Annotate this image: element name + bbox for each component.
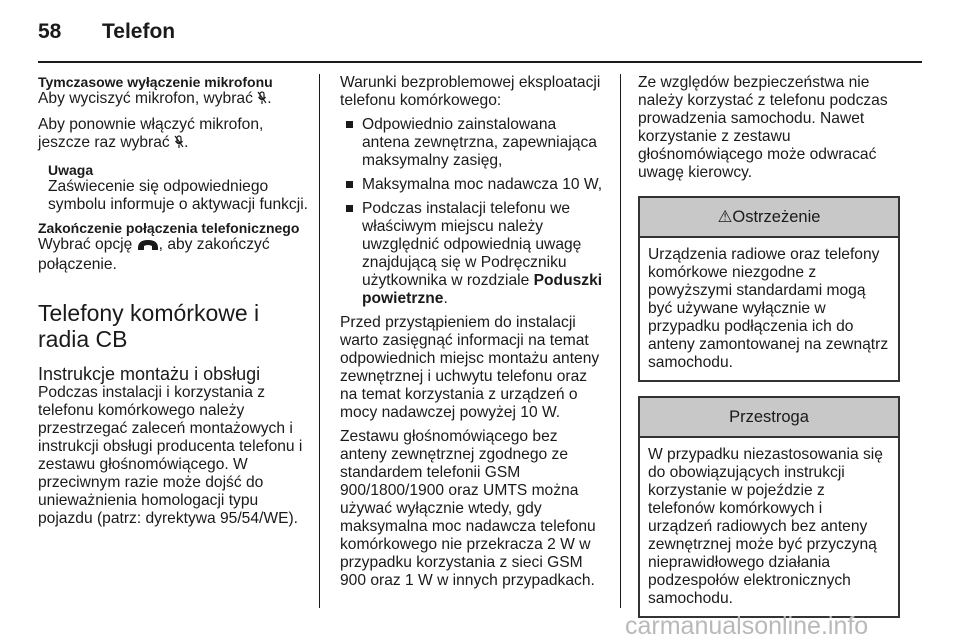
watermark: carmanualsonline.info bbox=[625, 612, 869, 640]
page-number: 58 bbox=[38, 20, 62, 43]
column-3 bbox=[638, 74, 900, 618]
conditions-list bbox=[340, 116, 606, 308]
warning-title: Ostrzeżenie bbox=[732, 208, 821, 226]
text: Aby ponownie włączyć mikrofon, jeszcze raz wybrać bbox=[38, 116, 264, 151]
list-item: Odpowiednio zainstalowana antena zewnętrzna, zapewniająca maksymalny zasięg, bbox=[340, 116, 606, 170]
chapter-title: Telefon bbox=[102, 20, 176, 43]
column-1 bbox=[38, 74, 308, 534]
note-box bbox=[48, 162, 308, 214]
warning-header bbox=[640, 198, 898, 238]
heading-mute: Tymczasowe wyłączenie mikrofonu bbox=[38, 74, 273, 90]
text: Podczas instalacji telefonu we właściwym miejscu należy uwzględnić odpowiednią uwagę znajdującą się w Podręczniku użytkownika w rozdziale bbox=[362, 200, 582, 289]
microphone-mute-icon bbox=[174, 135, 184, 154]
reference-link: Poduszki powietrzne bbox=[362, 272, 603, 307]
text: . bbox=[443, 290, 448, 307]
subsection-title: Instrukcje montażu i obsługi bbox=[38, 364, 261, 384]
text: , aby zakończyć połączenie. bbox=[38, 236, 270, 273]
section-title: Telefony komórkowe i radia CB bbox=[38, 300, 260, 352]
text: . bbox=[184, 134, 189, 151]
list-item: Maksymalna moc nadawcza 10 W, bbox=[340, 176, 606, 194]
microphone-mute-icon bbox=[257, 91, 267, 110]
text: Aby wyciszyć mikrofon, wybrać bbox=[38, 90, 253, 107]
warning-box bbox=[638, 196, 900, 382]
column-2 bbox=[340, 74, 606, 596]
caution-text: W przypadku niezastosowania się do obowiązujących instrukcji korzystanie w pojeździe z telefonów komórkowych i urządzeń radiowych bez anteny zewnętrznej może być przyczyną nieprawidłowego działania podzespołów elektronicznych samochodu. bbox=[648, 446, 883, 607]
page-header bbox=[38, 20, 175, 44]
warning-icon: ⚠ bbox=[717, 208, 733, 226]
paragraph-mute-off bbox=[38, 90, 308, 110]
text: Wybrać opcję bbox=[38, 236, 133, 253]
paragraph-handsfree: Zestawu głośnomówiącego bez anteny zewnętrznej zgodnego ze standardem telefonii GSM 900/1800/1900 oraz UMTS można używać wyłącznie wtedy, gdy maksymalna moc nadawcza telefonu komórkowego nie przekracza 2 W w przypadku korzystania z sieci GSM 900 oraz 1 W w innych przypadkach. bbox=[340, 428, 596, 589]
paragraph-installation: Podczas instalacji i korzystania z telefonu komórkowego należy przestrzegać zaleceń montażowych i instrukcji obsługi producenta telefonu i zestawu głośnomówiącego. W przeciwnym razie może dojść do unieważnienia homologacji typu pojazdu (patrz: dyrektywa 95/54/WE). bbox=[38, 384, 303, 527]
note-title: Uwaga bbox=[48, 162, 94, 178]
warning-text: Urządzenia radiowe oraz telefony komórkowe niezgodne z powyższymi standardami mogą być używane wyłącznie w przypadku podłączenia ich do anteny zamontowanej na zewnątrz samochodu. bbox=[648, 246, 889, 371]
column-divider bbox=[319, 74, 320, 608]
paragraph-mute-on bbox=[38, 116, 308, 154]
caution-title: Przestroga bbox=[640, 398, 898, 438]
paragraph-safety: Ze względów bezpieczeństwa nie należy korzystać z telefonu podczas prowadzenia samochodu. Nawet korzystanie z zestawu głośnomówiącego może odwracać uwagę kierowcy. bbox=[638, 74, 888, 181]
text: . bbox=[267, 90, 272, 107]
column-divider bbox=[620, 74, 621, 608]
header-rule bbox=[38, 61, 922, 63]
paragraph-before-install: Przed przystąpieniem do instalacji warto zasięgnąć informacji na temat odpowiednich miejsc montażu anteny zewnętrznej i uchwytu telefonu oraz na temat korzystania z urządzeń o mocy nadawczej powyżej 10 W. bbox=[340, 314, 600, 421]
caution-box bbox=[638, 396, 900, 618]
heading-end-call: Zakończenie połączenia telefonicznego bbox=[38, 220, 300, 236]
paragraph-end-call bbox=[38, 236, 308, 274]
note-text: Zaświecenie się odpowiedniego symbolu informuje o aktywacji funkcji. bbox=[48, 178, 308, 213]
paragraph-conditions: Warunki bezproblemowej eksploatacji telefonu komórkowego: bbox=[340, 74, 601, 109]
list-item bbox=[340, 200, 606, 308]
hang-up-icon bbox=[137, 238, 159, 256]
